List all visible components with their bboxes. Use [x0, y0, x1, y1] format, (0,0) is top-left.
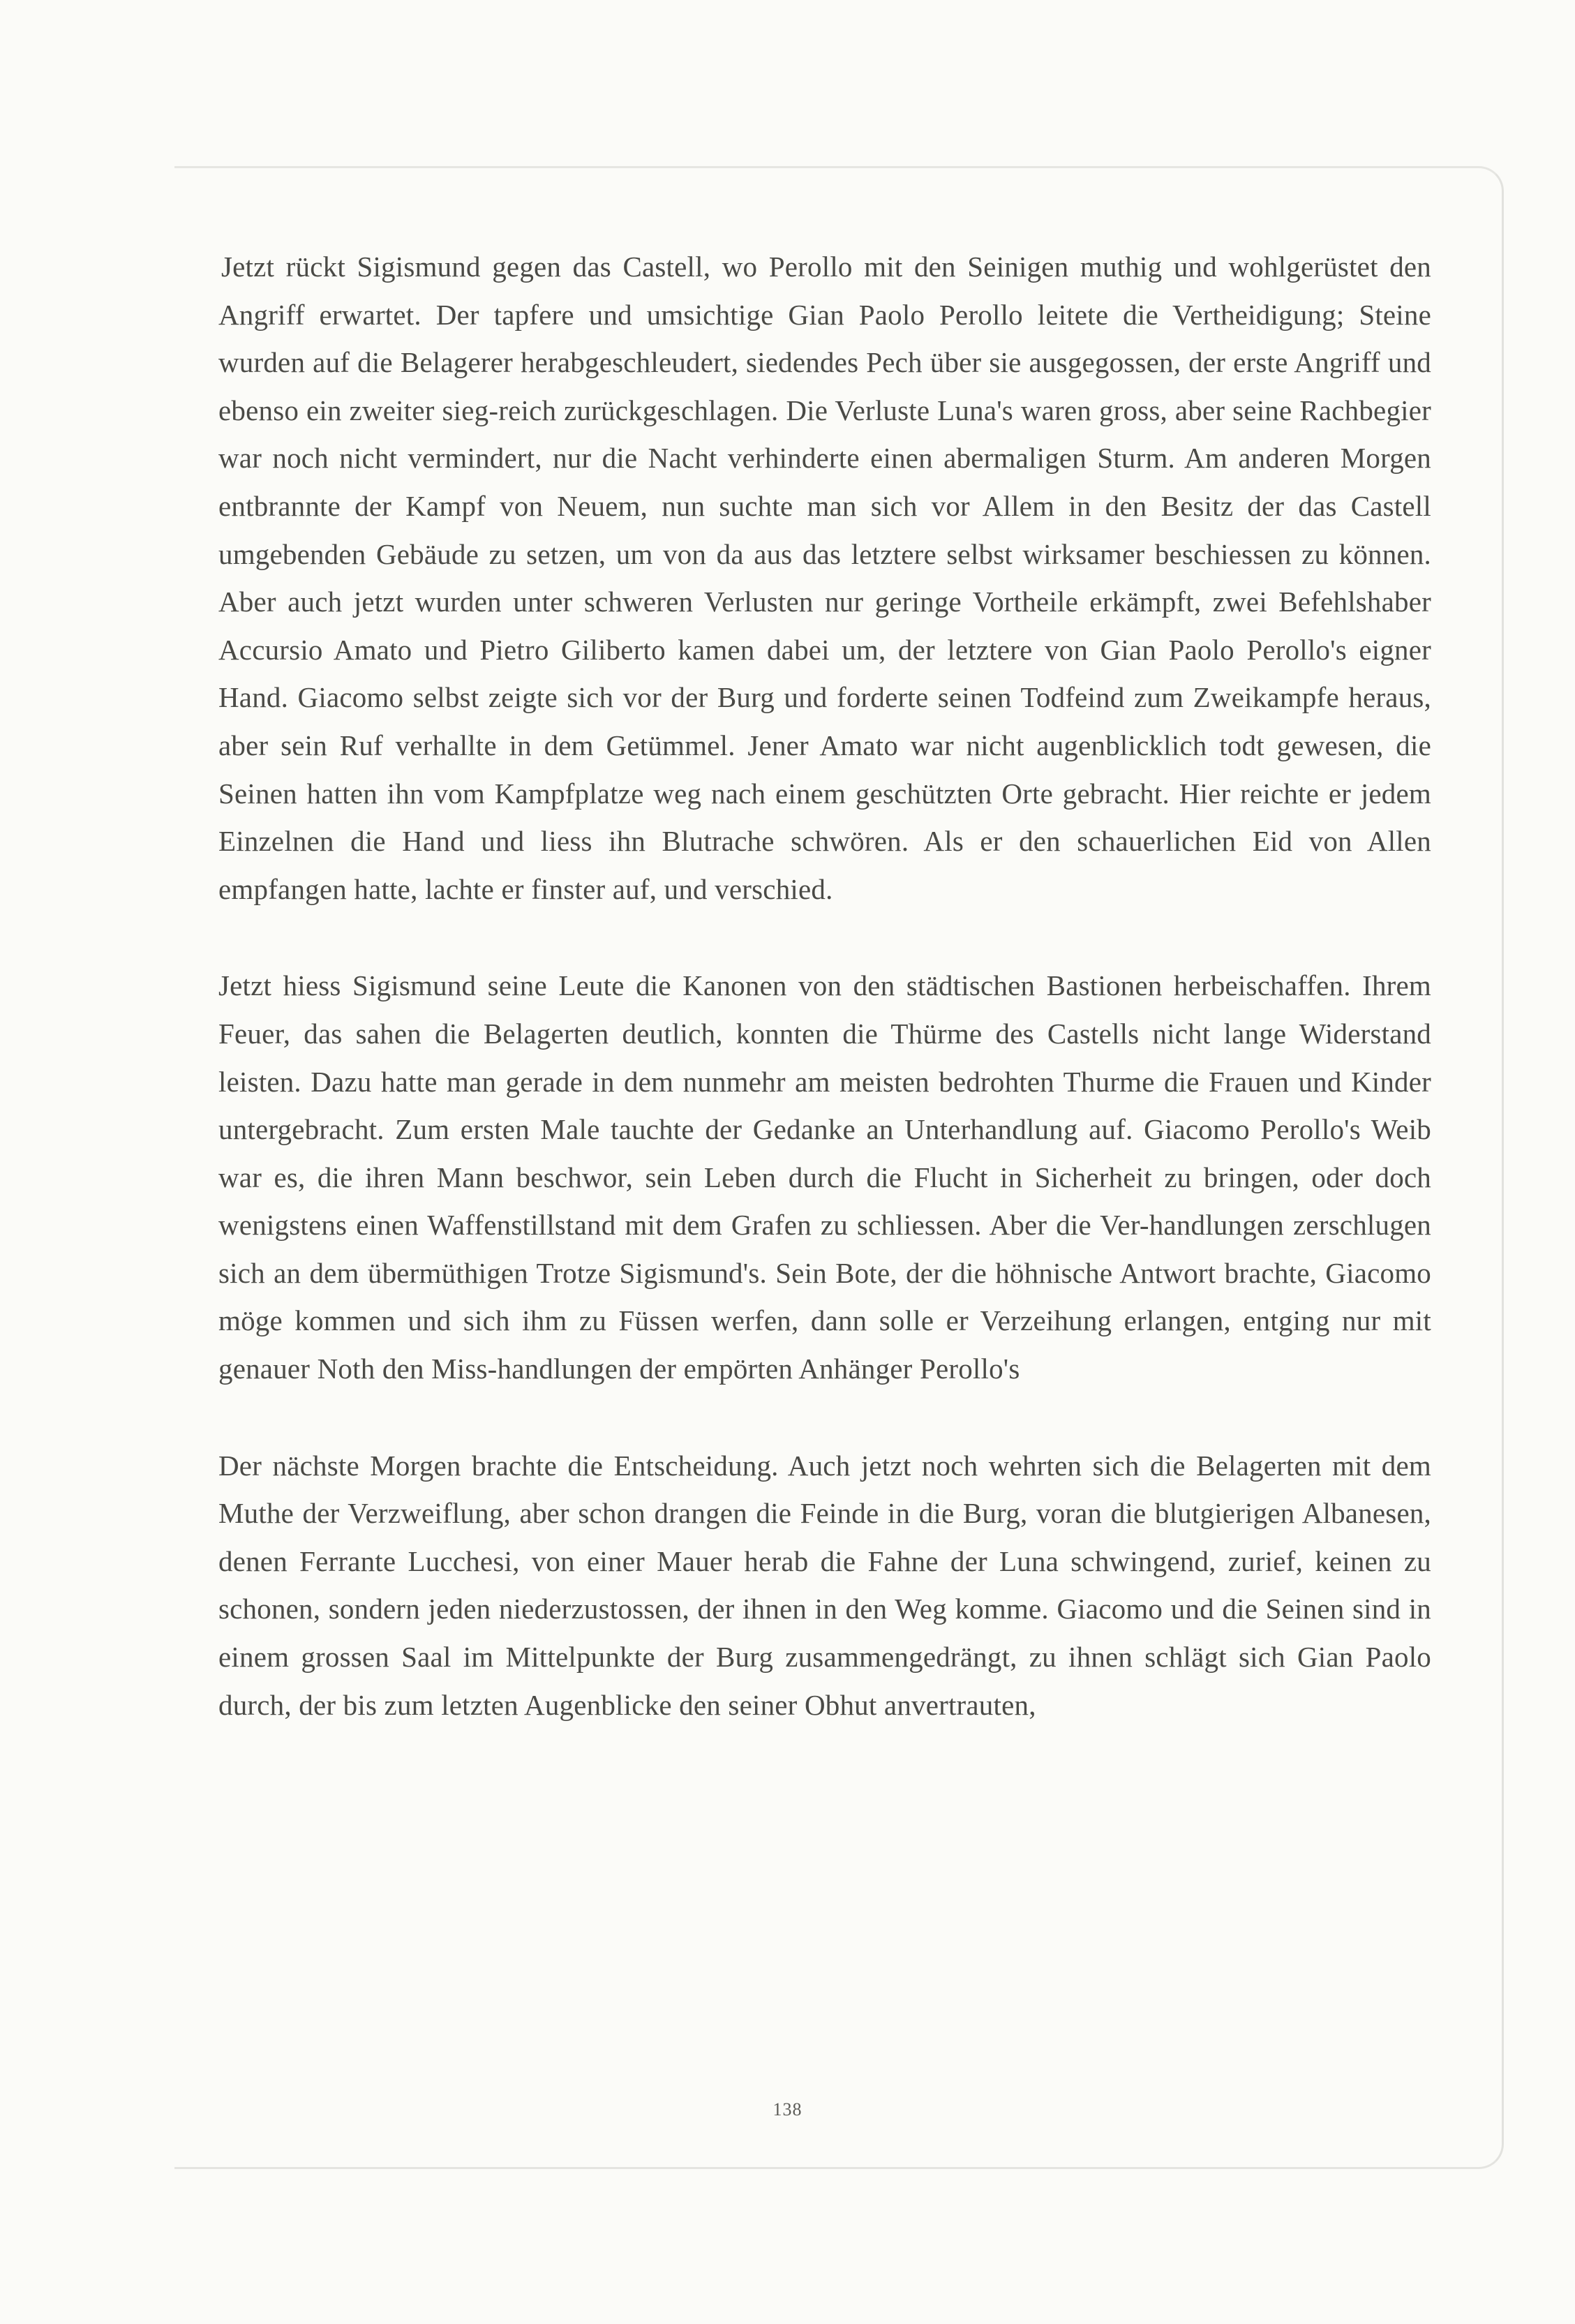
paragraph-1: Jetzt rückt Sigismund gegen das Castell, wo Perollo mit den Seinigen muthig und wohlgerüstet den Angriff erwartet. Der tapfere und umsichtige Gian Paolo Perollo leitete die Vertheidigung; Steine wurden auf die Belagerer herabgeschleudert, siedendes Pech über sie ausgegossen, der erste Angriff und ebenso ein zweiter sieg-reich zurückgeschlagen. Die Verluste Luna's waren gross, aber seine Rachbegier war noch nicht vermindert, nur die Nacht verhinderte einen abermaligen Sturm. Am anderen Morgen entbrannte der Kampf von Neuem, nun suchte man sich vor Allem in den Besitz der das Castell umgebenden Gebäude zu setzen, um von da aus das letztere selbst wirksamer beschiessen zu können. Aber auch jetzt wurden unter schweren Verlusten nur geringe Vortheile erkämpft, zwei Befehlshaber Accursio Amato und Pietro Giliberto kamen dabei um, der letztere von Gian Paolo Perollo's eigner Hand. Giacomo selbst zeigte sich vor der Burg und forderte seinen Todfeind zum Zweikampfe heraus, aber sein Ruf verhallte in dem Getümmel. Jener Amato war nicht augenblicklich todt gewesen, die Seinen hatten ihn vom Kampfplatze weg nach einem geschützten Orte gebracht. Hier reichte er jedem Einzelnen die Hand und liess ihn Blutrache schwören. Als er den schauerlichen Eid von Allen empfangen hatte, lachte er finster auf, und verschied.	[218, 251, 1431, 905]
paragraph-2: Jetzt hiess Sigismund seine Leute die Kanonen von den städtischen Bastionen herbeischaffen. Ihrem Feuer, das sahen die Belagerten deutlich, konnten die Thürme des Castells nicht lange Widerstand leisten. Dazu hatte man gerade in dem nunmehr am meisten bedrohten Thurme die Frauen und Kinder untergebracht. Zum ersten Male tauchte der Gedanke an Unterhandlung auf. Giacomo Perollo's Weib war es, die ihren Mann beschwor, sein Leben durch die Flucht in Sicherheit zu bringen, oder doch wenigstens einen Waffenstillstand mit dem Grafen zu schliessen. Aber die Ver-handlungen zerschlugen sich an dem übermüthigen Trotze Sigismund's. Sein Bote, der die höhnische Antwort brachte, Giacomo möge kommen und sich ihm zu Füssen werfen, dann solle er Verzeihung erlangen, entging nur mit genauer Noth den Miss-handlungen der empörten Anhänger Perollo's	[218, 969, 1431, 1385]
body-text	[218, 243, 1431, 1729]
paragraph-3: Der nächste Morgen brachte die Entscheidung. Auch jetzt noch wehrten sich die Belagerten mit dem Muthe der Verzweiflung, aber schon drangen die Feinde in die Burg, voran die blutgierigen Albanesen, denen Ferrante Lucchesi, von einer Mauer herab die Fahne der Luna schwingend, zurief, keinen zu schonen, sondern jeden niederzustossen, der ihnen in den Weg komme. Giacomo und die Seinen sind in einem grossen Saal im Mittelpunkte der Burg zusammengedrängt, zu ihnen schlägt sich Gian Paolo durch, der bis zum letzten Augenblicke den seiner Obhut anvertrauten,	[218, 1449, 1431, 1721]
page-number: 138	[772, 2099, 803, 2120]
